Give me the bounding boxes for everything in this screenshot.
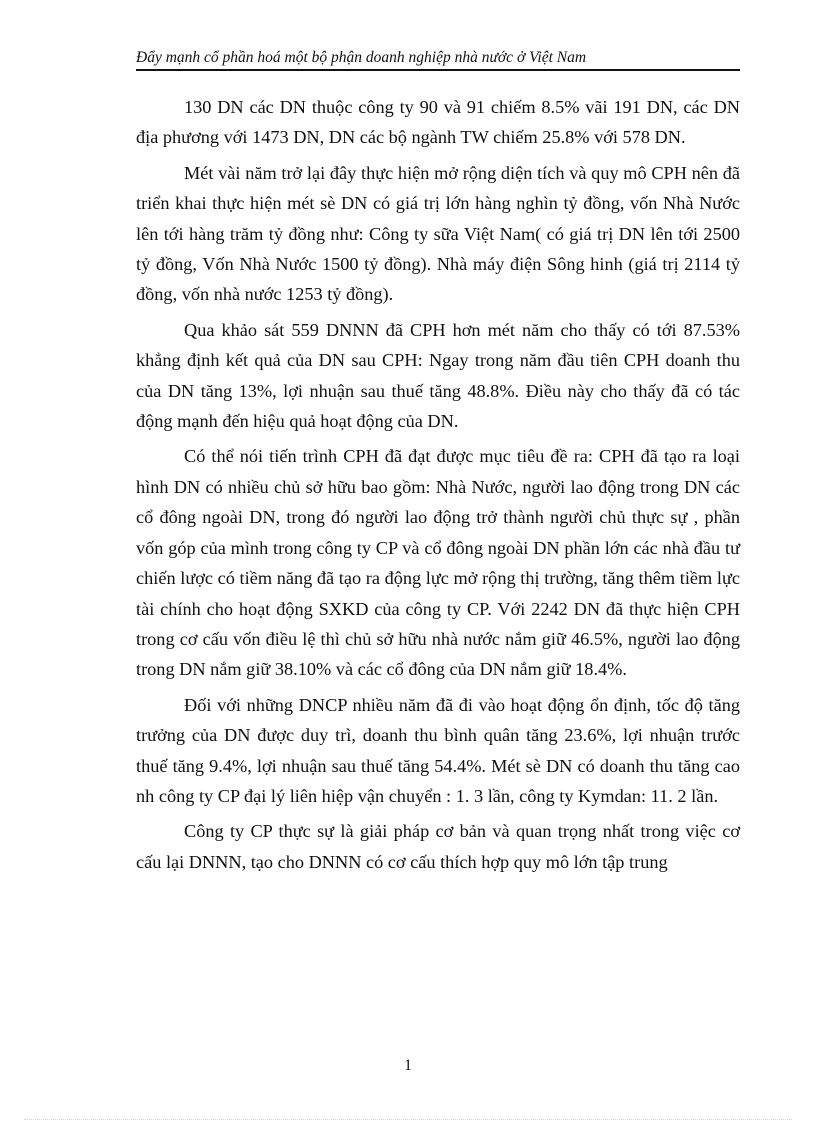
paragraph-4: Có thể nói tiến trình CPH đã đạt được mục tiêu đề ra: CPH đã tạo ra loại hình DN có nhiều chủ sở hữu bao gồm: Nhà Nước, người lao động trong DN các cổ đông ngoài DN, trong đó người lao động trở thành người chủ thực sự , phần vốn góp của mình trong công ty CP và cổ đông ngoài DN phần lớn các nhà đầu tư chiến lược có tiềm năng đã tạo ra động lực mở rộng thị trường, tăng thêm tiềm lực tài chính cho hoạt động SXKD của công ty CP. Với 2242 DN đã thực hiện CPH trong cơ cấu vốn điều lệ thì chủ sở hữu nhà nước nắm giữ 46.5%, người lao động trong DN nắm giữ 38.10% và các cổ đông của DN nắm giữ 18.4%. [136,446,740,680]
paragraph-6: Công ty CP thực sự là giải pháp cơ bản và quan trọng nhất trong việc cơ cấu lại DNNN, tạo cho DNNN có cơ cấu thích hợp quy mô lớn tập trung [136,821,740,872]
paragraph-3: Qua khảo sát 559 DNNN đã CPH hơn mét năm cho thấy có tới 87.53% khẳng định kết quả của DN sau CPH: Ngay trong năm đầu tiên CPH doanh thu của DN tăng 13%, lợi nhuận sau thuế tăng 48.8%. Điều này cho thấy đã có tác động mạnh đến hiệu quả hoạt động của DN. [136,319,740,432]
paragraph-2: Mét vài năm trở lại đây thực hiện mở rộng diện tích và quy mô CPH nên đã triển khai thực hiện mét sè DN có giá trị lớn hàng nghìn tỷ đồng, vốn Nhà Nước lên tới hàng trăm tỷ đồng như: Công ty sữa Việt Nam( có giá trị DN lên tới 2500 tỷ đồng, Vốn Nhà Nước 1500 tỷ đồng). Nhà máy điện Sông hinh (giá trị 2114 tỷ đồng, vốn nhà nước 1253 tỷ đồng). [136,162,740,305]
running-header [136,49,740,71]
running-header-title: Đẩy mạnh cổ phần hoá một bộ phận doanh nghiệp nhà nước ở Việt Nam [136,49,587,66]
document-body [136,92,740,882]
paragraph-1: 130 DN các DN thuộc công ty 90 và 91 chiếm 8.5% vãi 191 DN, các DN địa phương với 1473 DN, DN các bộ ngành TW chiếm 25.8% với 578 DN. [136,97,740,148]
page-number: 1 [404,1057,412,1074]
page-bottom-border [24,1119,792,1120]
paragraph-5: Đối với những DNCP nhiều năm đã đi vào hoạt động ổn định, tốc độ tăng trưởng của DN được duy trì, doanh thu bình quân tăng 23.6%, lợi nhuận trước thuế tăng 9.4%, lợi nhuận sau thuế tăng 54.4%. Mét sè DN có doanh thu tăng cao nh công ty CP đại lý liên hiệp vận chuyển : 1. 3 lần, công ty Kymdan: 11. 2 lần. [136,694,740,806]
